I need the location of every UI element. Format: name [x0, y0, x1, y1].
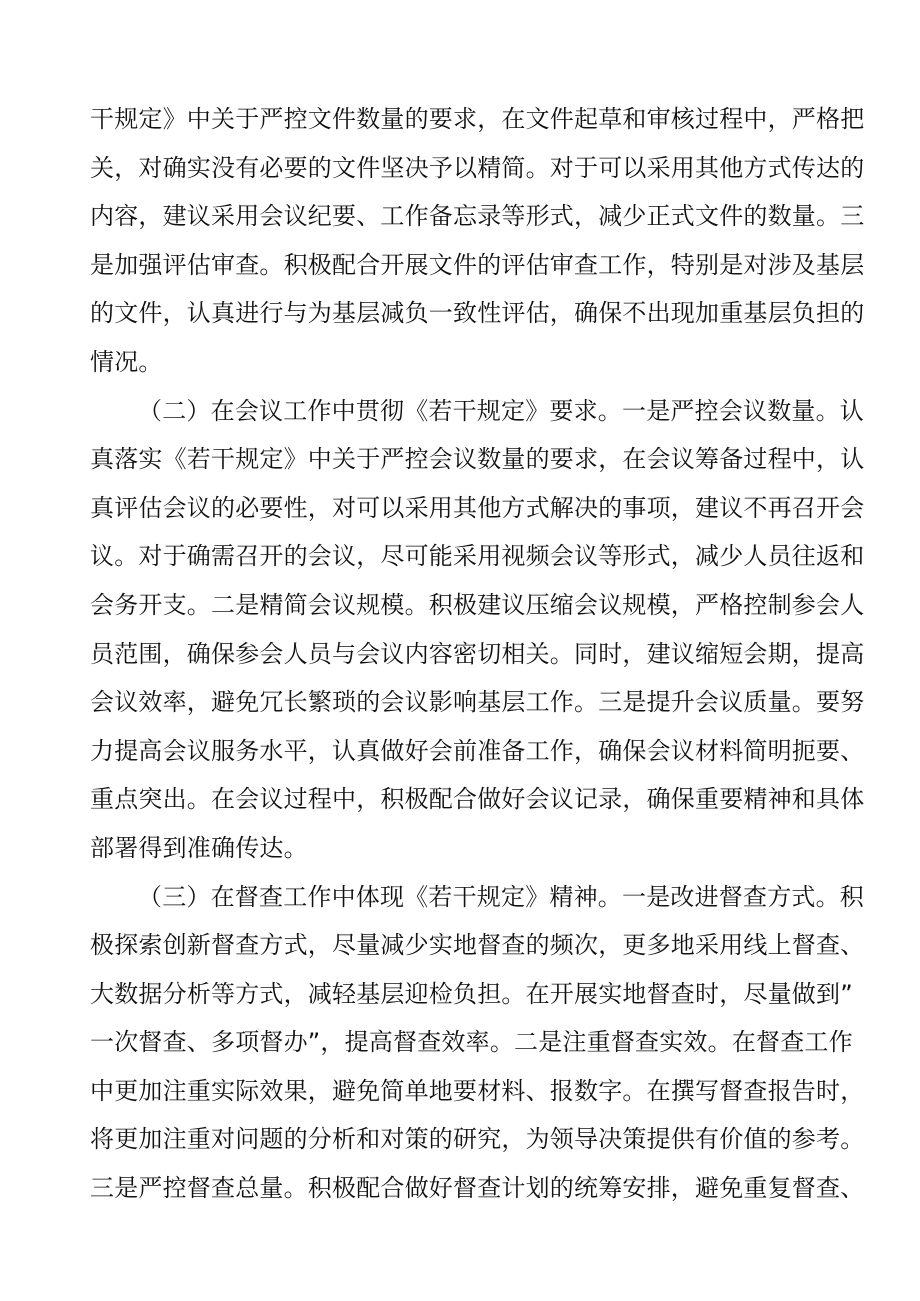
text-line: 极探索创新督查方式，尽量减少实地督查的频次，更多地采用线上督查、	[90, 931, 865, 960]
text-line: 会务开支。二是精简会议规模。积极建议压缩会议规模，严格控制参会人	[90, 590, 865, 619]
text-line: 中更加注重实际效果，避免简单地要材料、报数字。在撰写督查报告时，	[90, 1076, 865, 1105]
text-line: 真评估会议的必要性，对可以采用其他方式解决的事项，建议不再召开会	[90, 493, 865, 522]
text-line: 真落实《若干规定》中关于严控会议数量的要求，在会议筹备过程中，认	[90, 445, 865, 474]
document-text	[90, 95, 865, 1213]
text-line: 关，对确实没有必要的文件坚决予以精简。对于可以采用其他方式传达的	[90, 153, 865, 182]
text-line: 的文件，认真进行与为基层减负一致性评估，确保不出现加重基层负担的	[90, 299, 865, 328]
text-line: 将更加注重对问题的分析和对策的研究，为领导决策提供有价值的参考。	[90, 1125, 865, 1154]
text-line: 会议效率，避免冗长繁琐的会议影响基层工作。三是提升会议质量。要努	[90, 688, 865, 717]
text-line: 内容，建议采用会议纪要、工作备忘录等形式，减少正式文件的数量。三	[90, 202, 865, 231]
text-line: 是加强评估审查。积极配合开展文件的评估审查工作，特别是对涉及基层	[90, 250, 865, 279]
text-line: 部署得到准确传达。	[90, 833, 308, 862]
text-line: 三是严控督查总量。积极配合做好督查计划的统筹安排，避免重复督查、	[90, 1174, 865, 1203]
paragraph-heading-line: （三）在督查工作中体现《若干规定》精神。一是改进督查方式。积	[138, 882, 864, 911]
paragraph-heading-line: （二）在会议工作中贯彻《若干规定》要求。一是严控会议数量。认	[138, 396, 864, 425]
text-line: 大数据分析等方式，减轻基层迎检负担。在开展实地督查时，尽量做到”	[90, 979, 853, 1008]
text-line: 力提高会议服务水平，认真做好会前准备工作，确保会议材料简明扼要、	[90, 736, 865, 765]
text-line: 情况。	[90, 347, 163, 376]
text-line: 员范围，确保参会人员与会议内容密切相关。同时，建议缩短会期，提高	[90, 639, 865, 668]
text-line: 一次督查、多项督办”，提高督查效率。二是注重督查实效。在督查工作	[90, 1028, 853, 1057]
text-line: 议。对于确需召开的会议，尽可能采用视频会议等形式，减少人员往返和	[90, 542, 865, 571]
text-line: 重点突出。在会议过程中，积极配合做好会议记录，确保重要精神和具体	[90, 785, 865, 814]
text-line: 干规定》中关于严控文件数量的要求，在文件起草和审核过程中，严格把	[90, 105, 865, 133]
